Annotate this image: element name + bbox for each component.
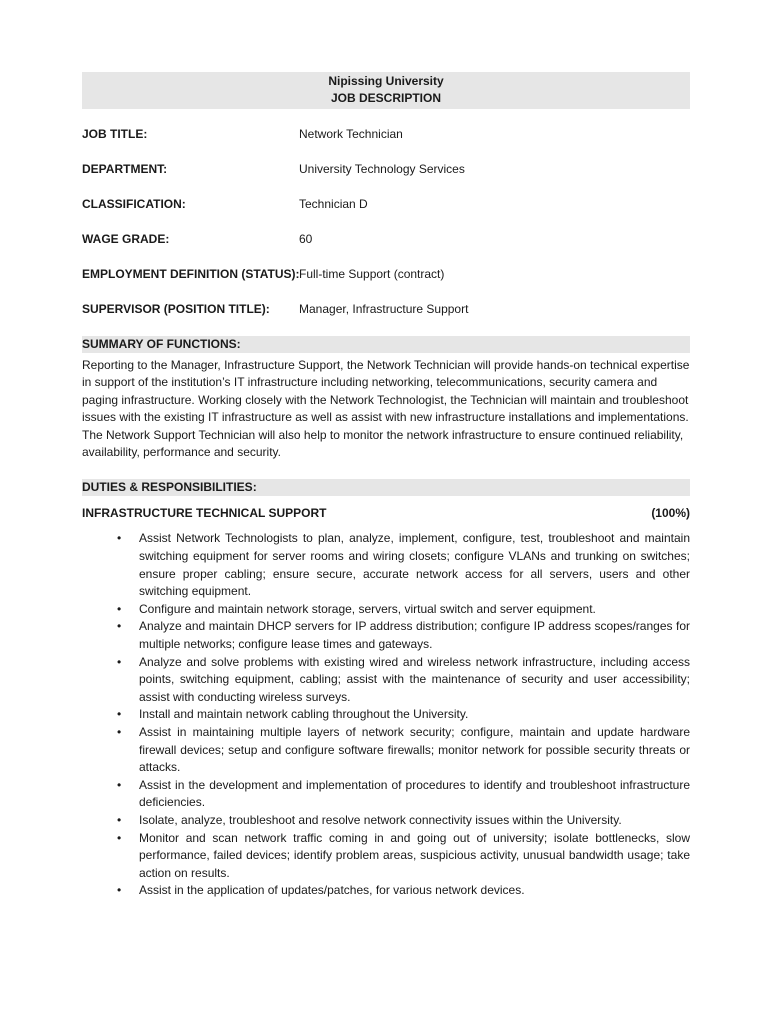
- list-item: [82, 830, 690, 883]
- list-item-text: Analyze and solve problems with existing wired and wireless network infrastructure, including access points, switching equipment, cabling; assist with the maintenance of security and user accessibility; assist with conducting wireless surveys.: [139, 654, 690, 704]
- document-header: [82, 72, 690, 109]
- field-value: Technician D: [299, 197, 368, 211]
- bullet-icon: •: [117, 619, 122, 634]
- field-label: DEPARTMENT:: [82, 162, 168, 176]
- field-label: CLASSIFICATION:: [82, 197, 186, 211]
- list-item-text: Analyze and maintain DHCP servers for IP address distribution; configure IP address scopes/ranges for multiple networks; configure lease times and gateways.: [139, 619, 690, 651]
- field-label: JOB TITLE:: [82, 127, 148, 141]
- list-item: [82, 706, 690, 724]
- duties-heading: DUTIES & RESPONSIBILITIES:: [82, 479, 690, 496]
- field-job-title: [82, 126, 690, 142]
- list-item: [82, 601, 690, 619]
- list-item-text: Assist in the application of updates/patches, for various network devices.: [139, 883, 525, 898]
- summary-text: Reporting to the Manager, Infrastructure Support, the Network Technician will provide hands-on technical expertise in support of the institution’s IT infrastructure including networking, telecommunications, security camera and paging infrastructure. Working closely with the Network Technologist, the Technician will maintain and troubleshoot issues with the existing IT infrastructure as well as assist with new infrastructure installations and implementations. The Network Support Technician will also help to monitor the network infrastructure to ensure continued reliability, availability, performance and security.: [82, 358, 690, 460]
- bullet-icon: •: [117, 654, 122, 669]
- list-item: [82, 654, 690, 707]
- bullet-icon: •: [117, 601, 122, 616]
- field-value: 60: [299, 232, 313, 246]
- bullet-icon: •: [117, 724, 122, 739]
- bullet-icon: •: [117, 830, 122, 845]
- subheading-title: INFRASTRUCTURE TECHNICAL SUPPORT: [82, 506, 327, 521]
- list-item: [82, 882, 690, 900]
- list-item: [82, 777, 690, 812]
- position-fields: [82, 126, 690, 317]
- job-description-page: [82, 72, 690, 900]
- bullet-icon: •: [117, 531, 122, 546]
- list-item-text: Isolate, analyze, troubleshoot and resolve network connectivity issues within the University.: [139, 812, 622, 827]
- field-department: [82, 161, 690, 177]
- subheading-percent: (100%): [651, 506, 690, 521]
- field-value: Network Technician: [299, 127, 403, 141]
- document-title: JOB DESCRIPTION: [330, 91, 441, 105]
- list-item: [82, 812, 690, 830]
- university-name: Nipissing University: [328, 74, 444, 88]
- list-item: [82, 618, 690, 653]
- field-value: Full-time Support (contract): [299, 267, 445, 281]
- list-item-text: Assist in maintaining multiple layers of network security; configure, maintain and update hardware firewall devices; setup and configure software firewalls; monitor network for possible security threats or attacks.: [139, 724, 690, 775]
- list-item-text: Configure and maintain network storage, servers, virtual switch and server equipment.: [139, 601, 596, 616]
- field-value: University Technology Services: [299, 162, 465, 176]
- list-item-text: Monitor and scan network traffic coming in and going out of university; isolate bottlenecks, slow performance, failed devices; identify problem areas, suspicious activity, unusual bandwidth usage; take action on results.: [139, 830, 690, 880]
- bullet-icon: •: [117, 777, 122, 792]
- field-label: EMPLOYMENT DEFINITION (STATUS):: [82, 267, 300, 281]
- list-item: [82, 724, 690, 777]
- duties-subheading: [82, 505, 690, 521]
- bullet-icon: •: [117, 707, 122, 722]
- field-employment-status: [82, 266, 690, 282]
- list-item-text: Assist in the development and implementation of procedures to identify and troubleshoot infrastructure deficiencies.: [139, 777, 690, 810]
- summary-heading: SUMMARY OF FUNCTIONS:: [82, 336, 690, 353]
- field-value: Manager, Infrastructure Support: [299, 302, 469, 316]
- field-label: SUPERVISOR (POSITION TITLE):: [82, 302, 270, 316]
- field-classification: [82, 196, 690, 212]
- field-wage-grade: [82, 231, 690, 247]
- bullet-icon: •: [117, 812, 122, 827]
- duties-list: [82, 530, 690, 899]
- list-item: [82, 530, 690, 600]
- field-supervisor: [82, 301, 690, 317]
- bullet-icon: •: [117, 883, 122, 898]
- field-label: WAGE GRADE:: [82, 232, 170, 246]
- list-item-text: Assist Network Technologists to plan, analyze, implement, configure, test, troubleshoot and maintain switching equipment for server rooms and wiring closets; configure VLANs and trunking on switches; ensure proper cabling; ensure secure, accurate network access for all servers, users and other switching equipment.: [139, 531, 690, 599]
- list-item-text: Install and maintain network cabling throughout the University.: [139, 707, 469, 722]
